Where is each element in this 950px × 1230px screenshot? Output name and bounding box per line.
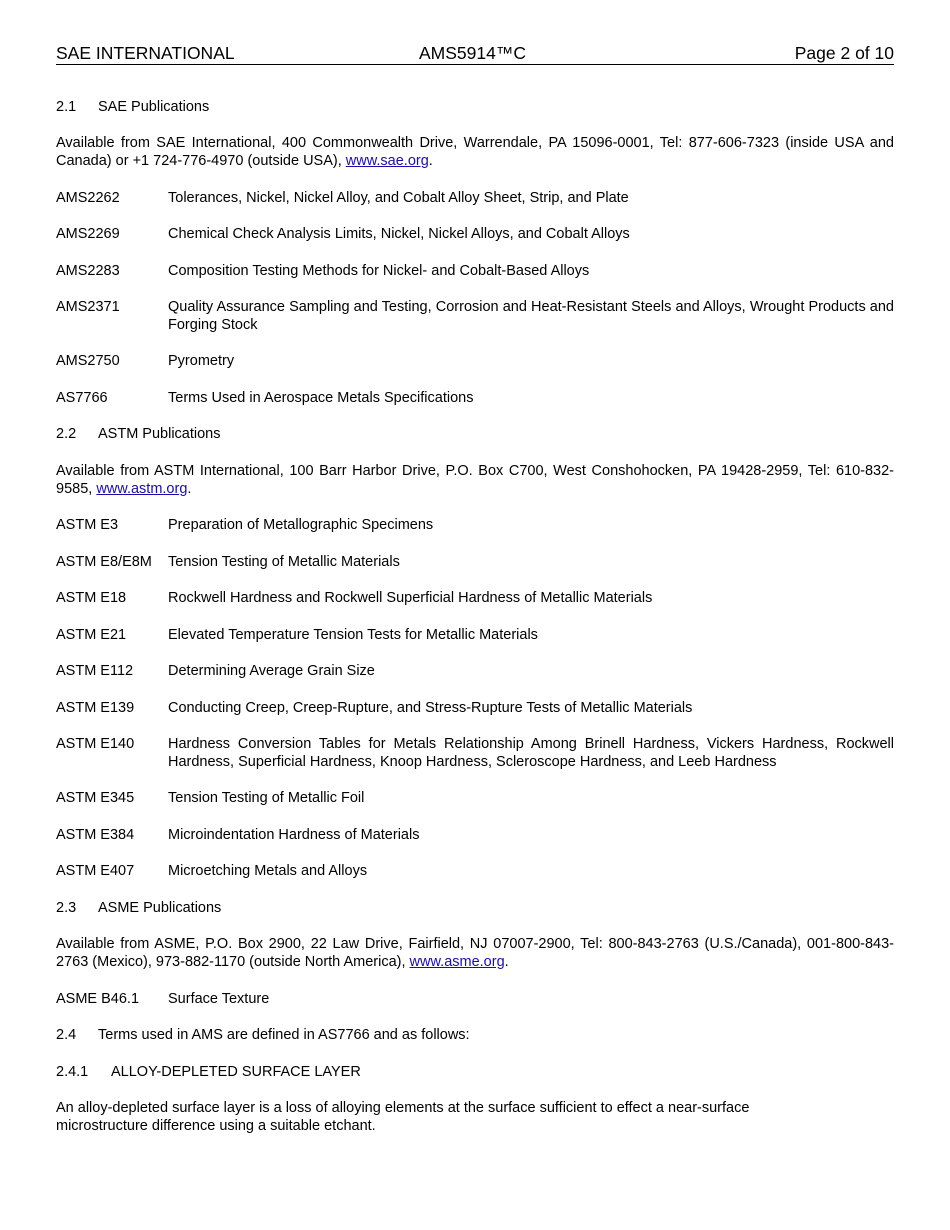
reference-astm-e140 (56, 735, 894, 771)
reference-title: Elevated Temperature Tension Tests for Metallic Materials (168, 627, 538, 643)
reference-astm-e112 (56, 662, 894, 680)
reference-astm-e18 (56, 589, 894, 607)
reference-title: Surface Texture (168, 991, 270, 1007)
header-org: SAE INTERNATIONAL (56, 43, 235, 63)
reference-code: ASTM E8/E8M (56, 554, 152, 570)
reference-code: AMS2269 (56, 226, 120, 242)
definition-text: An alloy-depleted surface layer is a loss of alloying elements at the surface sufficient to effect a near-surface microstructure difference using a suitable etchant. (56, 1100, 750, 1134)
reference-code: ASTM E18 (56, 590, 127, 606)
availability-end: . (504, 954, 509, 970)
section-number: 2.4.1 (56, 1064, 89, 1080)
reference-ams2750 (56, 352, 894, 370)
reference-code: ASTM E140 (56, 736, 135, 752)
reference-code: ASTM E384 (56, 827, 135, 843)
reference-as7766 (56, 389, 894, 407)
reference-title: Preparation of Metallographic Specimens (168, 517, 434, 533)
asme-link[interactable]: www.asme.org (409, 954, 505, 970)
reference-title: Microetching Metals and Alloys (168, 863, 368, 879)
reference-astm-e407 (56, 862, 894, 880)
reference-ams2283 (56, 262, 894, 280)
header-doc-id: AMS5914™C (419, 43, 526, 63)
reference-code: AMS2283 (56, 263, 120, 279)
section-2-3-availability (56, 935, 894, 971)
availability-end: . (187, 481, 192, 497)
reference-title: Rockwell Hardness and Rockwell Superficial Hardness of Metallic Materials (168, 590, 653, 606)
reference-astm-e345 (56, 789, 894, 807)
section-2-4-text (56, 1026, 470, 1044)
availability-text: Available from ASTM International, 100 Barr Harbor Drive, P.O. Box C700, West Conshohocken, PA 19428-2959, Tel: 610-832-9585, (56, 463, 894, 497)
section-number: 2.2 (56, 426, 77, 442)
page-header (56, 42, 894, 65)
reference-title: Hardness Conversion Tables for Metals Relationship Among Brinell Hardness, Vickers Hardness, Rockwell Hardness, Superficial Hardness, Knoop Hardness, Scleroscope Hardness, and Leeb Hardness (168, 736, 894, 770)
section-2-2-availability (56, 462, 894, 498)
section-2-1-heading (56, 98, 209, 116)
header-page-number: Page 2 of 10 (794, 43, 894, 63)
reference-title: Conducting Creep, Creep-Rupture, and Stress-Rupture Tests of Metallic Materials (168, 700, 693, 716)
section-title: ASTM Publications (98, 426, 221, 442)
reference-code: ASTM E407 (56, 863, 135, 879)
section-2-4-1-definition (56, 1099, 816, 1135)
astm-link[interactable]: www.astm.org (96, 481, 188, 497)
reference-code: ASTM E112 (56, 663, 134, 679)
section-2-1-availability (56, 134, 894, 170)
section-2-4-1-heading (56, 1063, 361, 1081)
reference-title: Quality Assurance Sampling and Testing, Corrosion and Heat-Resistant Steels and Alloys, Wrought Products and Forging Stock (168, 299, 894, 333)
availability-text: Available from SAE International, 400 Commonwealth Drive, Warrendale, PA 15096-0001, Tel: 877-606-7323 (inside USA and Canada) or +1 724-776-4970 (outside USA), (56, 135, 894, 169)
reference-title: Chemical Check Analysis Limits, Nickel, Nickel Alloys, and Cobalt Alloys (168, 226, 630, 242)
reference-title: Determining Average Grain Size (168, 663, 375, 679)
reference-code: ASTM E21 (56, 627, 127, 643)
reference-code: AMS2262 (56, 190, 120, 206)
reference-asme-b46-1 (56, 990, 894, 1008)
reference-code: ASTM E139 (56, 700, 135, 716)
section-title: ALLOY-DEPLETED SURFACE LAYER (111, 1064, 361, 1080)
reference-code: AS7766 (56, 390, 108, 406)
reference-astm-e139 (56, 699, 894, 717)
section-number: 2.3 (56, 900, 77, 916)
sae-link[interactable]: www.sae.org (345, 153, 429, 169)
section-title: SAE Publications (98, 99, 210, 115)
reference-ams2371 (56, 298, 894, 334)
section-number: 2.4 (56, 1027, 77, 1043)
reference-title: Tension Testing of Metallic Foil (168, 790, 365, 806)
reference-astm-e21 (56, 626, 894, 644)
reference-astm-e8 (56, 553, 894, 571)
section-number: 2.1 (56, 99, 77, 115)
section-2-2-heading (56, 425, 221, 443)
availability-text: Available from ASME, P.O. Box 2900, 22 Law Drive, Fairfield, NJ 07007-2900, Tel: 800-843-2763 (U.S./Canada), 001-800-843-2763 (Mexico), 973-882-1170 (outside North America), (56, 936, 894, 970)
reference-title: Microindentation Hardness of Materials (168, 827, 420, 843)
section-text: Terms used in AMS are defined in AS7766 and as follows: (98, 1027, 470, 1043)
reference-title: Terms Used in Aerospace Metals Specifications (168, 390, 474, 406)
reference-astm-e384 (56, 826, 894, 844)
reference-code: AMS2750 (56, 353, 120, 369)
reference-title: Composition Testing Methods for Nickel- and Cobalt-Based Alloys (168, 263, 590, 279)
reference-code: ASME B46.1 (56, 991, 140, 1007)
section-title: ASME Publications (98, 900, 222, 916)
availability-end: . (428, 153, 433, 169)
section-2-3-heading (56, 899, 221, 917)
reference-code: ASTM E3 (56, 517, 119, 533)
reference-ams2269 (56, 225, 894, 243)
reference-title: Pyrometry (168, 353, 235, 369)
reference-ams2262 (56, 189, 894, 207)
reference-code: AMS2371 (56, 299, 120, 315)
reference-astm-e3 (56, 516, 894, 534)
reference-code: ASTM E345 (56, 790, 135, 806)
reference-title: Tolerances, Nickel, Nickel Alloy, and Cobalt Alloy Sheet, Strip, and Plate (168, 190, 629, 206)
reference-title: Tension Testing of Metallic Materials (168, 554, 400, 570)
